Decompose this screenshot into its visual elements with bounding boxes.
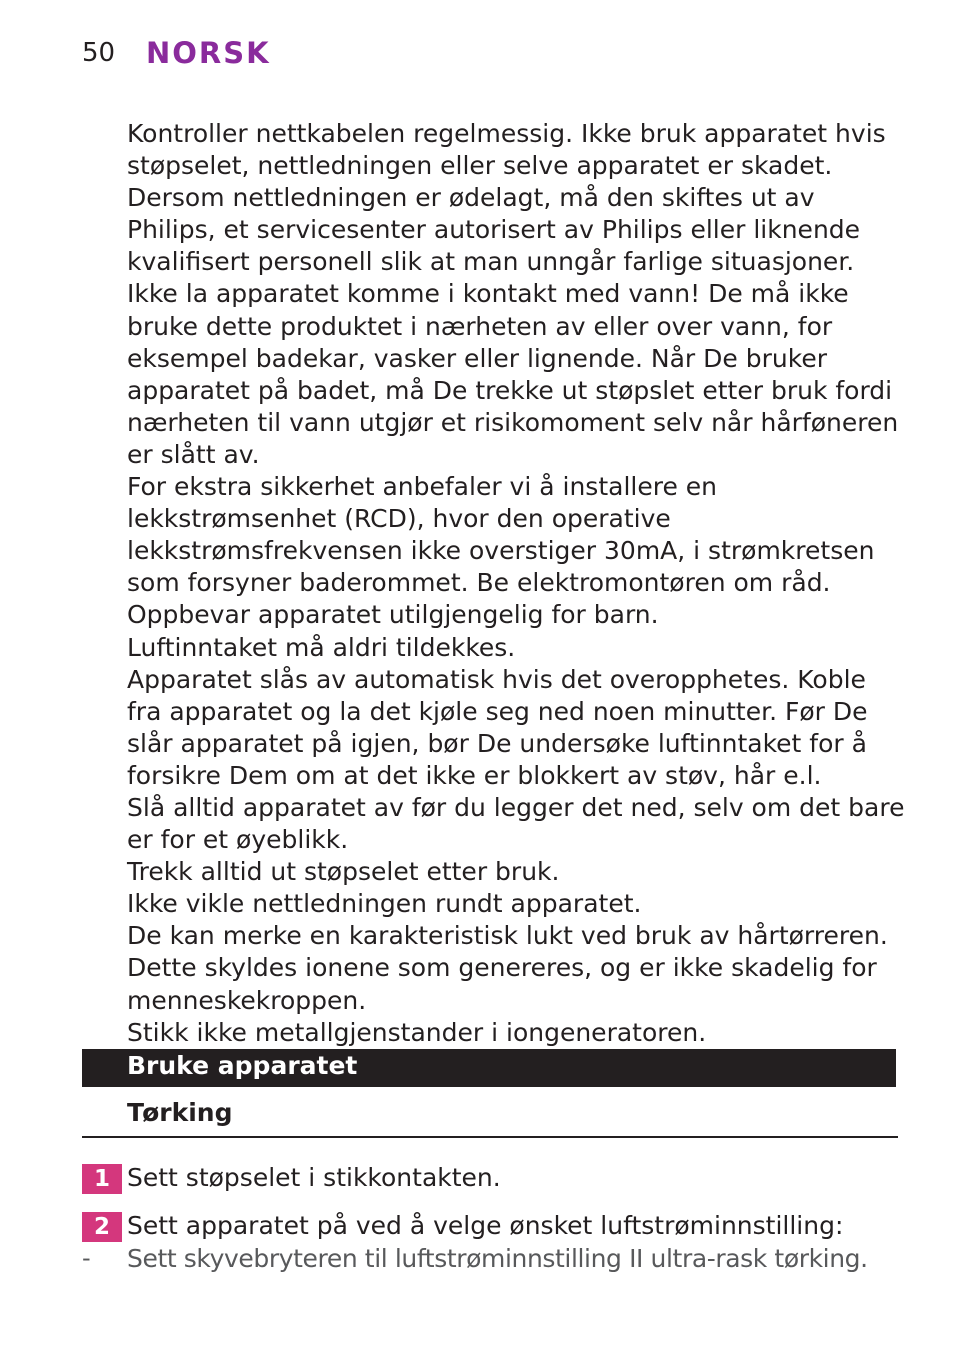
subsection-heading bbox=[82, 1098, 898, 1138]
paragraph: Oppbevar apparatet utilgjengelig for barn. bbox=[127, 600, 659, 630]
paragraph: Kontroller nettkabelen regelmessig. Ikke bruk apparatet hvis støpselet, nettledningen eller selve apparatet er skadet. bbox=[127, 119, 886, 181]
step-number-badge: 2 bbox=[82, 1212, 122, 1242]
section-heading-bar bbox=[82, 1049, 896, 1087]
paragraph: Ikke la apparatet komme i kontakt med vann! De må ikke bruke dette produktet i nærheten av eller over vann, for eksempel badekar, vasker eller lignende. Når De bruker apparatet på badet, må De trekke ut støpslet etter bruk fordi nærheten til vann utgjør et risikomoment selv når hårføneren er slått av. bbox=[127, 279, 899, 469]
paragraph: Stikk ikke metallgjenstander i iongeneratoren. bbox=[127, 1017, 707, 1047]
step-number-badge: 1 bbox=[82, 1164, 122, 1194]
paragraph: Slå alltid apparatet av før du legger det ned, selv om det bare er for et øyeblikk. bbox=[127, 792, 905, 855]
page-number: 50 bbox=[82, 38, 116, 68]
step-text: Sett apparatet på ved å velge ønsket luftstrøminnstilling: bbox=[127, 1211, 844, 1240]
paragraph: De kan merke en karakteristisk lukt ved bruk av hårtørreren. Dette skyldes ionene som genereres, og er ikke skadelig for menneskekroppen. bbox=[127, 921, 888, 1015]
section-title: Bruke apparatet bbox=[127, 1051, 358, 1080]
step-1 bbox=[82, 1164, 902, 1194]
paragraph: Apparatet slås av automatisk hvis det overopphetes. Koble fra apparatet og la det kjøle seg ned noen minutter. Før De slår apparatet på igjen, bør De undersøke luftinntaket for å forsikre Dem om at det ikke er blokkert av støv, hår e.l. bbox=[127, 664, 868, 790]
step-text: Sett støpselet i stikkontakten. bbox=[127, 1163, 501, 1192]
paragraph: Ikke vikle nettledningen rundt apparatet. bbox=[127, 889, 642, 919]
paragraph: Dersom nettledningen er ødelagt, må den skiftes ut av Philips, et servicesenter autorisert av Philips eller liknende kvalifisert personell slik at man unngår farlige situasjoner. bbox=[127, 183, 861, 277]
paragraph: Luftinntaket må aldri tildekkes. bbox=[127, 632, 516, 662]
paragraph: Trekk alltid ut støpselet etter bruk. bbox=[127, 857, 560, 887]
subsection-title: Tørking bbox=[127, 1098, 233, 1127]
bullet-text: Sett skyvebryteren til luftstrøminnstilling II ultra-rask tørking. bbox=[127, 1244, 868, 1273]
step-2 bbox=[82, 1212, 902, 1242]
bullet-item bbox=[82, 1244, 902, 1276]
safety-text bbox=[127, 118, 907, 1049]
paragraph: For ekstra sikkerhet anbefaler vi å installere en lekkstrømsenhet (RCD), hvor den operative lekkstrømsfrekvensen ikke overstiger 30mA, i strømkretsen som forsyner baderommet. Be elektromontøren om råd. bbox=[127, 472, 875, 598]
language-heading: NORSK bbox=[146, 36, 271, 70]
bullet-dash: - bbox=[82, 1244, 91, 1272]
